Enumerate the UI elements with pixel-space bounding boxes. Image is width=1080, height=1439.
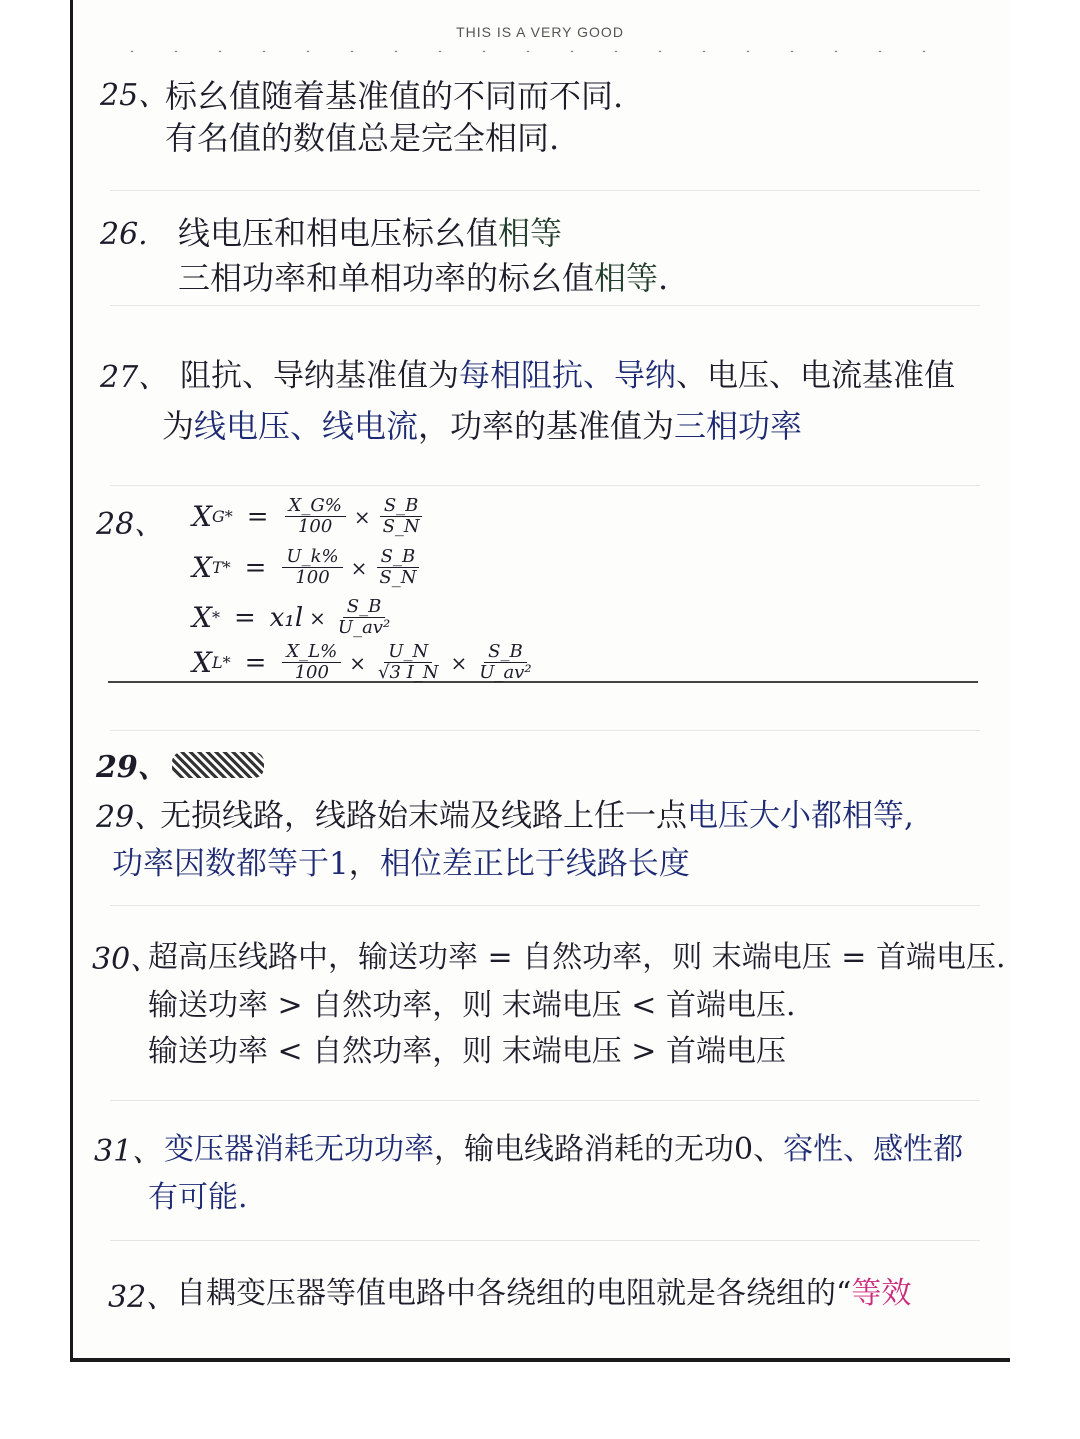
formula-xg <box>192 496 426 537</box>
denominator: 100 <box>295 567 330 588</box>
note-29-line2 <box>112 844 690 884</box>
numerator: U_k% <box>282 547 342 568</box>
note-29-line1 <box>160 796 914 836</box>
scribble-out-mark <box>172 752 264 778</box>
item-number-29-crossed: 29、 <box>96 750 168 785</box>
note-32-line1-highlight: 等效 <box>851 1276 912 1311</box>
formula-x <box>192 597 396 638</box>
denominator: 100 <box>297 516 333 537</box>
fraction <box>475 642 535 683</box>
note-27-line1-highlight: 每相阻抗、导纳 <box>459 358 676 394</box>
note-27-line1-text: 阻抗、导纳基准值为 <box>180 358 459 394</box>
denominator: 100 <box>294 662 329 683</box>
times-sign: × <box>309 605 326 630</box>
fraction <box>375 547 420 588</box>
item-number-32: 32、 <box>108 1280 177 1315</box>
note-32-line1-text: 自耦变压器等值电路中各绕组的电阻就是各绕组的“ <box>176 1276 852 1311</box>
numerator: X_L% <box>282 642 341 663</box>
note-26-line1-highlight: 相等 <box>498 214 563 252</box>
times-sign: × <box>349 650 366 675</box>
note-29-line2-highlight-b: 相位差正比于线路长度 <box>379 846 690 882</box>
note-31-line1-highlight-a: 变压器消耗无功功率 <box>164 1132 434 1167</box>
formula-xl-lhs-sub: L* <box>211 653 231 672</box>
note-31-line1-text: ，输电线路消耗的无功0、 <box>434 1132 784 1167</box>
note-27-line2-highlight-b: 三相功率 <box>674 407 803 445</box>
ruled-line <box>110 190 980 191</box>
denominator: S_N <box>382 516 420 537</box>
times-sign: × <box>450 650 468 675</box>
formula-xt-lhs: X <box>192 551 212 584</box>
page-header: THIS IS A VERY GOOD <box>456 24 624 40</box>
note-27-line2-text: 为 <box>162 407 195 445</box>
formula-x-lhs-sub: * <box>211 608 220 627</box>
note-29-line2-comma: ， <box>348 846 380 882</box>
numerator: S_B <box>343 597 386 618</box>
note-26-line2-text: 三相功率和单相功率的标幺值 <box>178 259 595 297</box>
ruled-line <box>110 905 980 906</box>
numerator: S_B <box>377 547 420 568</box>
note-25-line1: 标幺值随着基准值的不同而不同. <box>165 77 624 115</box>
item-number-31: 31、 <box>94 1134 163 1169</box>
ruled-line <box>110 1240 980 1241</box>
equals-sign: = <box>233 602 256 633</box>
formula-xl-lhs: X <box>192 646 212 679</box>
numerator: S_B <box>380 496 423 517</box>
fraction <box>374 642 443 683</box>
dotted-top-line <box>110 50 950 52</box>
fraction <box>282 642 341 683</box>
item-number-27: 27、 <box>100 360 169 395</box>
note-25-line2: 有名值的数值总是完全相同. <box>165 119 560 157</box>
times-sign: × <box>353 504 371 529</box>
numerator: S_B <box>484 642 527 663</box>
note-32-line1 <box>176 1274 911 1314</box>
item-number-25: 25、 <box>100 78 169 113</box>
note-27-line1-tail: 、电压、电流基准值 <box>676 358 955 394</box>
numerator: X_G% <box>285 496 346 517</box>
note-31-line1 <box>164 1130 963 1170</box>
ruled-line <box>110 305 980 306</box>
denominator: S_N <box>379 567 417 588</box>
equals-sign: = <box>244 647 267 678</box>
formula-xg-lhs: X <box>192 500 212 533</box>
fraction <box>282 547 342 588</box>
ruled-line <box>110 1100 980 1101</box>
formula-xt-lhs-sub: T* <box>211 558 231 577</box>
note-27-line2 <box>162 406 802 446</box>
note-29-line1-text: 无损线路，线路始末端及线路上任一点 <box>160 798 687 834</box>
times-sign: × <box>350 555 368 580</box>
formula-xl <box>192 642 538 683</box>
denominator: U_av² <box>479 662 532 683</box>
equals-sign: = <box>246 501 269 532</box>
note-27-line2-mid: ，功率的基准值为 <box>418 407 675 445</box>
ruled-line <box>110 485 980 486</box>
item-number-28: 28、 <box>96 507 165 542</box>
item-number-29: 29、 <box>96 800 165 835</box>
fraction <box>334 597 394 638</box>
note-29-line2-highlight-a: 功率因数都等于1 <box>112 846 349 882</box>
note-27-line2-highlight-a: 线电压、线电流 <box>194 407 419 445</box>
fraction <box>379 496 424 537</box>
note-30-line3: 输送功率 < 自然功率，则 末端电压 > 首端电压 <box>148 1034 786 1069</box>
note-30-line2: 输送功率 > 自然功率，则 末端电压 < 首端电压. <box>148 988 796 1023</box>
note-26-line2 <box>178 258 668 298</box>
note-29-line1-highlight: 电压大小都相等, <box>687 798 914 834</box>
note-26-line1-text: 线电压和相电压标幺值 <box>178 214 499 252</box>
note-31-line1-highlight-b: 容性、感性都 <box>783 1132 964 1167</box>
equals-sign: = <box>244 552 267 583</box>
note-26-line2-period: . <box>658 259 669 297</box>
denominator: √3 I_N <box>378 662 439 683</box>
item-number-30: 30、 <box>92 942 161 977</box>
formula-x-lhs: X <box>192 601 212 634</box>
note-26-line2-highlight: 相等 <box>594 259 659 297</box>
note-27-line1 <box>180 356 955 396</box>
item-number-26: 26. <box>100 217 148 252</box>
formula-xg-lhs-sub: G* <box>211 507 233 526</box>
ruled-line <box>110 730 980 731</box>
numerator: U_N <box>384 642 432 663</box>
note-30-line1: 超高压线路中，输送功率 = 自然功率，则 末端电压 = 首端电压. <box>148 940 1006 975</box>
denominator: U_av² <box>337 617 391 638</box>
formula-x-mid: x₁l <box>269 602 304 633</box>
note-26-line1 <box>178 213 562 253</box>
formula-xt <box>192 547 422 588</box>
note-31-line2: 有可能. <box>148 1180 248 1215</box>
fraction <box>285 496 346 537</box>
